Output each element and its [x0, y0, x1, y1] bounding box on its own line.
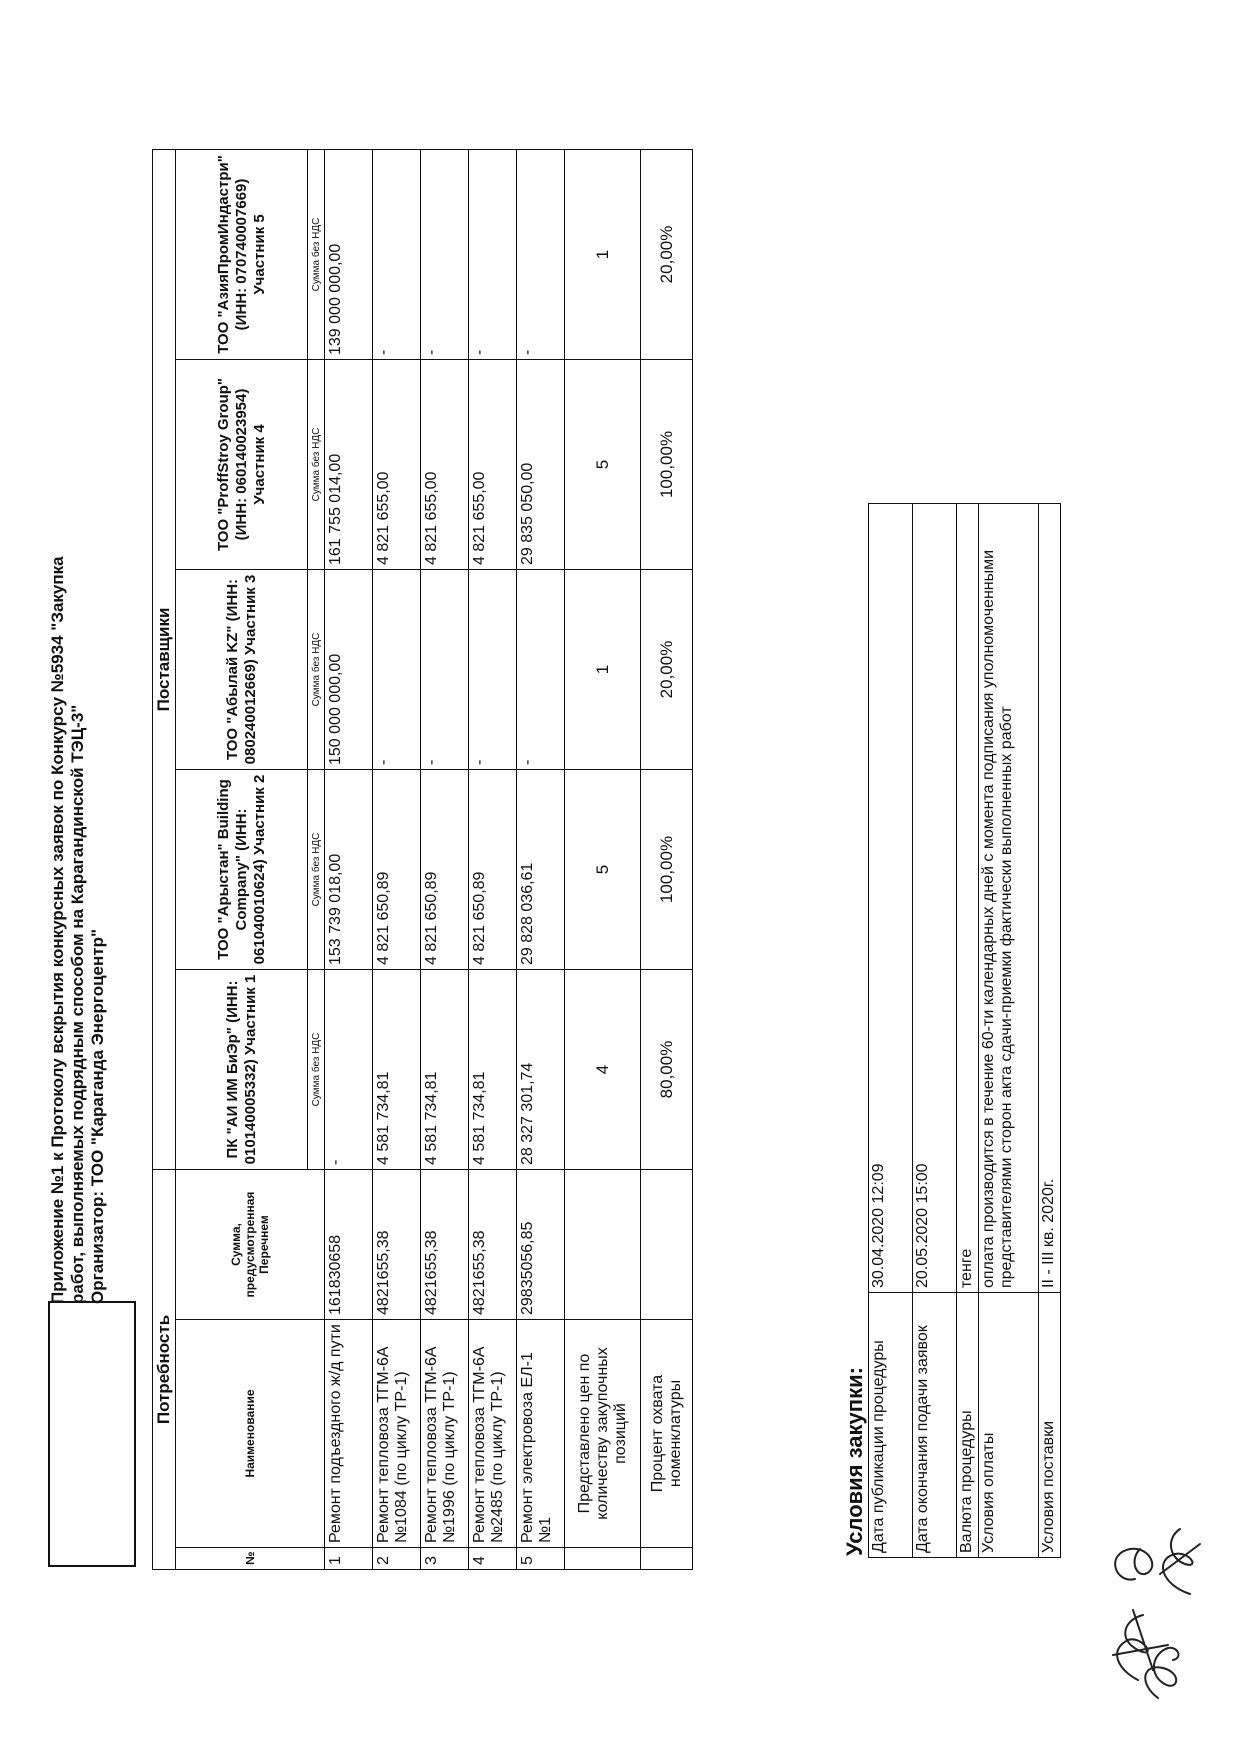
count-sum: [565, 1169, 641, 1319]
supplier-5-subheader: Сумма без НДС: [308, 149, 325, 359]
header-line-1: Приложение №1 к Протоколу вскрытия конкурсных заявок по Конкурсу №5934 "Закупка: [48, 556, 67, 1304]
percent-2: 100,00%: [641, 769, 693, 969]
conditions-row: [1039, 504, 1061, 1558]
row-name: Ремонт тепловоза ТГМ-6А №1084 (по циклу ТР-1): [373, 1320, 421, 1548]
group-suppliers: Поставщики: [153, 149, 176, 1169]
supplier-2-subheader: Сумма без НДС: [308, 769, 325, 969]
supplier-1-subheader: Сумма без НДС: [308, 969, 325, 1169]
row-sum: 4821655,38: [469, 1169, 517, 1319]
col-no-header: №: [176, 1548, 325, 1570]
count-2: 5: [565, 769, 641, 969]
row-bid-3: 150 000 000,00: [325, 569, 373, 769]
row-bid-2: 4 821 650,89: [373, 769, 421, 969]
condition-value: II - III кв. 2020г.: [1039, 504, 1061, 1293]
row-sum: 4821655,38: [421, 1169, 469, 1319]
percent-1: 80,00%: [641, 969, 693, 1169]
row-sum: 161830658: [325, 1169, 373, 1319]
count-row: [565, 149, 641, 1569]
count-1: 4: [565, 969, 641, 1169]
supplier-4-subheader: Сумма без НДС: [308, 359, 325, 569]
table-row: [421, 149, 469, 1569]
row-bid-2: 153 739 018,00: [325, 769, 373, 969]
table-group-header: [153, 149, 176, 1569]
header-line-2: работ, выполняемых подрядным способом на Карагандинской ТЭЦ-3": [68, 704, 87, 1304]
row-sum: 29835056,85: [517, 1169, 565, 1319]
count-label: Представлено цен по количеству закупочных позиций: [565, 1320, 641, 1548]
row-no: 2: [373, 1548, 421, 1570]
row-bid-2: 29 828 036,61: [517, 769, 565, 969]
conditions-title: Условия закупки:: [842, 1367, 867, 1556]
percent-row: [641, 149, 693, 1569]
condition-value: оплата производится в течение 60-ти календарных дней с момента подписания уполномоченными представителями сторон акта сдачи-приемки фактически выполненных работ: [979, 504, 1039, 1293]
row-no: 1: [325, 1548, 373, 1570]
row-sum: 4821655,38: [373, 1169, 421, 1319]
row-bid-1: 4 581 734,81: [469, 969, 517, 1169]
supplier-2-header: ТОО "Арыстан" Building Company" (ИНН: 061040010624) Участник 2: [176, 769, 308, 969]
percent-sum: [641, 1169, 693, 1319]
row-bid-4: 29 835 050,00: [517, 359, 565, 569]
row-bid-5: 139 000 000,00: [325, 149, 373, 359]
signature-4: [1140, 1514, 1220, 1604]
percent-3: 20,00%: [641, 569, 693, 769]
signature-3: [1128, 1628, 1198, 1708]
table-row: [469, 149, 517, 1569]
document-header: [48, 424, 108, 1304]
col-sum-header: Сумма, предусмотренная Перечнем: [176, 1169, 325, 1319]
row-bid-1: 4 581 734,81: [421, 969, 469, 1169]
condition-label: Дата окончания подачи заявок: [913, 1293, 957, 1558]
row-bid-4: 161 755 014,00: [325, 359, 373, 569]
count-4: 5: [565, 359, 641, 569]
col-name-header: Наименование: [176, 1320, 325, 1548]
bids-table: [152, 149, 693, 1570]
row-bid-4: 4 821 655,00: [373, 359, 421, 569]
conditions-table: [868, 503, 1061, 1558]
table-column-header: [176, 149, 308, 1569]
conditions-row: [979, 504, 1039, 1558]
condition-label: Условия оплаты: [979, 1293, 1039, 1558]
table-row: [325, 149, 373, 1569]
row-bid-2: 4 821 650,89: [469, 769, 517, 969]
row-bid-3: -: [421, 569, 469, 769]
conditions-row: [913, 504, 957, 1558]
row-bid-4: 4 821 655,00: [469, 359, 517, 569]
supplier-1-header: ПК "АИ ИМ БиЭр" (ИНН: 010140005332) Участник 1: [176, 969, 308, 1169]
row-bid-5: -: [517, 149, 565, 359]
stamp-box: [48, 1301, 136, 1567]
row-no: 4: [469, 1548, 517, 1570]
row-no: 3: [421, 1548, 469, 1570]
supplier-5-header: ТОО "АзияПромИндастри" (ИНН: 070740007669) Участник 5: [176, 149, 308, 359]
row-bid-3: -: [469, 569, 517, 769]
row-bid-1: 4 581 734,81: [373, 969, 421, 1169]
row-name: Ремонт тепловоза ТГМ-6А №1996 (по циклу ТР-1): [421, 1320, 469, 1548]
row-bid-4: 4 821 655,00: [421, 359, 469, 569]
count-5: 1: [565, 149, 641, 359]
condition-value: тенге: [957, 504, 979, 1293]
percent-label: Процент охвата номенклатуры: [641, 1320, 693, 1548]
table-row: [373, 149, 421, 1569]
supplier-4-header: ТОО "ProffStroy Group" (ИНН: 060140023954) Участник 4: [176, 359, 308, 569]
row-no: 5: [517, 1548, 565, 1570]
condition-label: Валюта процедуры: [957, 1293, 979, 1558]
supplier-3-header: ТОО "Абылай KZ" (ИНН: 080240012669) Участник 3: [176, 569, 308, 769]
row-bid-2: 4 821 650,89: [421, 769, 469, 969]
count-no: [565, 1548, 641, 1570]
header-line-3: Организатор: ТОО "Караганда Энергоцентр": [88, 928, 107, 1304]
row-bid-5: -: [469, 149, 517, 359]
row-bid-3: -: [373, 569, 421, 769]
condition-value: 30.04.2020 12:09: [869, 504, 913, 1293]
count-3: 1: [565, 569, 641, 769]
percent-4: 100,00%: [641, 359, 693, 569]
row-name: Ремонт электровоза ЕЛ-1 №1: [517, 1320, 565, 1548]
row-name: Ремонт тепловоза ТГМ-6А №2485 (по циклу ТР-1): [469, 1320, 517, 1548]
row-bid-3: -: [517, 569, 565, 769]
conditions-row: [869, 504, 913, 1558]
row-bid-1: 28 327 301,74: [517, 969, 565, 1169]
percent-no: [641, 1548, 693, 1570]
percent-5: 20,00%: [641, 149, 693, 359]
condition-label: Дата публикации процедуры: [869, 1293, 913, 1558]
table-row: [517, 149, 565, 1569]
row-bid-5: -: [373, 149, 421, 359]
row-name: Ремонт подъездного ж/д пути: [325, 1320, 373, 1548]
supplier-3-subheader: Сумма без НДС: [308, 569, 325, 769]
row-bid-5: -: [421, 149, 469, 359]
group-need: Потребность: [153, 1169, 176, 1569]
row-bid-1: -: [325, 969, 373, 1169]
conditions-row: [957, 504, 979, 1558]
condition-value: 20.05.2020 15:00: [913, 504, 957, 1293]
condition-label: Условия поставки: [1039, 1293, 1061, 1558]
